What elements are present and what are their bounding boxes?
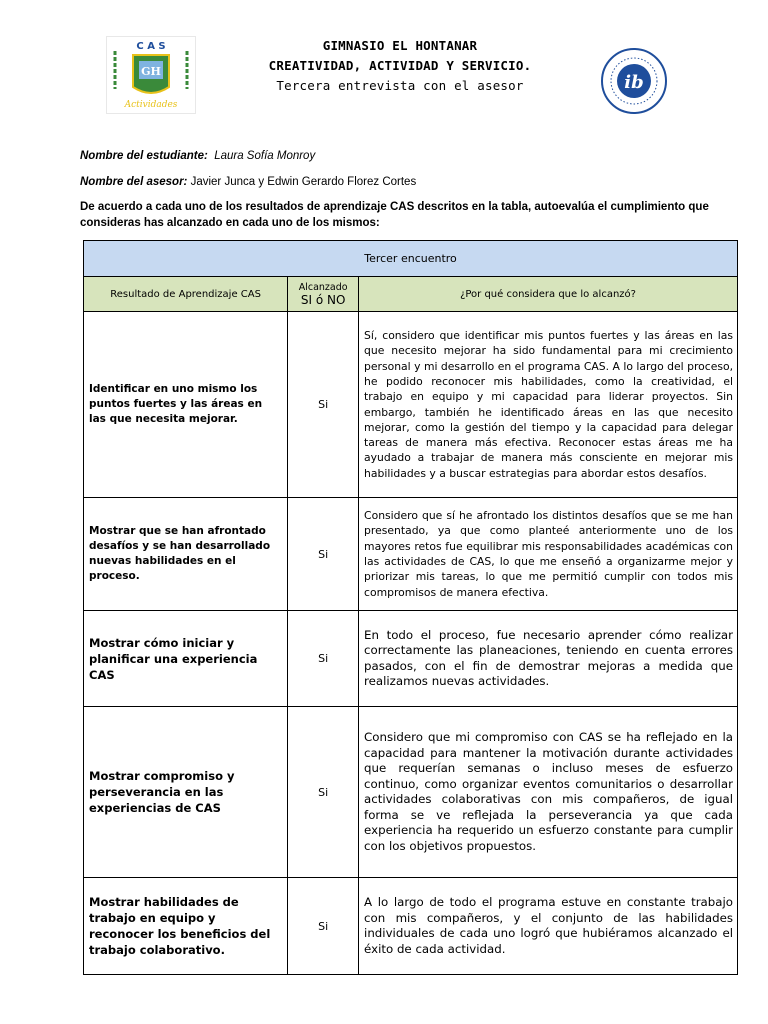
reason-cell: Considero que mi compromiso con CAS se ha reflejado en la capacidad para mantener la motivación durante actividades que requerían semanas o incluso meses de esfuerzo continuo, como organizar eventos comunitarios o desarrollar actividades colaborativas con mis compañeros, de igual forma se ve reflejada la perseverancia ya que cada experiencia ha requerido un esfuerzo constante para cumplir con los objetivos propuestos. — [359, 707, 738, 878]
document-subtitle: Tercera entrevista con el asesor — [276, 78, 524, 93]
advisor-label: Nombre del asesor: — [80, 176, 188, 188]
school-name: GIMNASIO EL HONTANAR — [322, 38, 478, 53]
header-outcome: Resultado de Aprendizaje CAS — [84, 277, 288, 312]
achieved-cell: Si — [288, 611, 359, 707]
program-name: CREATIVIDAD, ACTIVIDAD Y SERVICIO. — [268, 58, 532, 73]
outcome-cell: Mostrar habilidades de trabajo en equipo y reconocer los beneficios del trabajo colaborativo. — [84, 878, 288, 975]
achieved-cell: Si — [288, 312, 359, 498]
achieved-cell: Si — [288, 878, 359, 975]
header-achieved — [288, 277, 359, 312]
reason-cell: Considero que sí he afrontado los distintos desafíos que se me han presentado, ya que como planteé anteriormente uno de los mayores retos fue equilibrar mis responsabilidades académicas con las actividades de CAS, lo que me enseñó a organizarme mejor y priorizar mis tareas, lo que me permitió cumplir con todos mis compromisos de manera efectiva. — [359, 498, 738, 611]
cas-outcomes-table — [83, 240, 738, 975]
reason-cell: A lo largo de todo el programa estuve en constante trabajo con mis compañeros, y el conjunto de las habilidades individuales de cada uno logró que hubiéramos alcanzado el éxito de cada actividad. — [359, 878, 738, 975]
header-reason: ¿Por qué considera que lo alcanzó? — [359, 277, 738, 312]
table-title: Tercer encuentro — [84, 241, 738, 277]
achieved-cell: Si — [288, 498, 359, 611]
table-row — [84, 611, 738, 707]
cas-logo-bottom-text: Actividades — [124, 100, 178, 110]
outcome-cell: Mostrar compromiso y perseverancia en las experiencias de CAS — [84, 707, 288, 878]
ib-logo — [600, 47, 668, 115]
instructions: De acuerdo a cada uno de los resultados de aprendizaje CAS descritos en la tabla, autoevalúa el cumplimiento que consideras has alcanzado en cada uno de los mismos: — [80, 201, 709, 229]
cas-logo-top-text: C A S — [136, 41, 166, 52]
student-line — [80, 150, 720, 162]
advisor-name: Javier Junca y Edwin Gerardo Florez Cortes — [190, 176, 417, 188]
table-row — [84, 498, 738, 611]
reason-cell: En todo el proceso, fue necesario aprender cómo realizar correctamente las planeaciones, teniendo en cuenta errores pasados, con el fin de demostrar mejoras a medida que realizamos nuevas actividades. — [359, 611, 738, 707]
advisor-line — [80, 176, 720, 188]
outcome-cell: Mostrar que se han afrontado desafíos y se han desarrollado nuevas habilidades en el proceso. — [84, 498, 288, 611]
table-row — [84, 878, 738, 975]
outcome-cell: Identificar en uno mismo los puntos fuertes y las áreas en las que necesita mejorar. — [84, 312, 288, 498]
table-row — [84, 707, 738, 878]
student-name: Laura Sofía Monroy — [214, 150, 316, 162]
header-achieved-label: Alcanzado — [298, 282, 348, 293]
outcome-cell: Mostrar cómo iniciar y planificar una experiencia CAS — [84, 611, 288, 707]
ib-logo-text: ib — [624, 72, 644, 93]
student-label: Nombre del estudiante: — [80, 150, 208, 162]
header-achieved-sub: SI ó NO — [300, 293, 346, 307]
document-header — [200, 36, 600, 96]
reason-cell: Sí, considero que identificar mis puntos fuertes y las áreas en las que necesito mejorar ha sido fundamental para mi crecimiento personal y mi desarrollo en el programa CAS. A lo largo del proceso, he podido reconocer mis habilidades, como la creatividad, el trabajo en equipo y mi capacidad para liderar proyectos. Sin embargo, también he identificado áreas en las que necesito mejorar, como la gestión del tiempo y la capacidad para delegar tareas de manera más efectiva. Reconocer estas áreas me ha ayudado a trabajar de manera más consciente en mejorar mis habilidades y a buscar estrategias para abordar estos desafíos. — [359, 312, 738, 498]
table-row — [84, 312, 738, 498]
cas-logo-center-text: GH — [141, 65, 161, 78]
cas-logo — [106, 36, 196, 114]
achieved-cell: Si — [288, 707, 359, 878]
